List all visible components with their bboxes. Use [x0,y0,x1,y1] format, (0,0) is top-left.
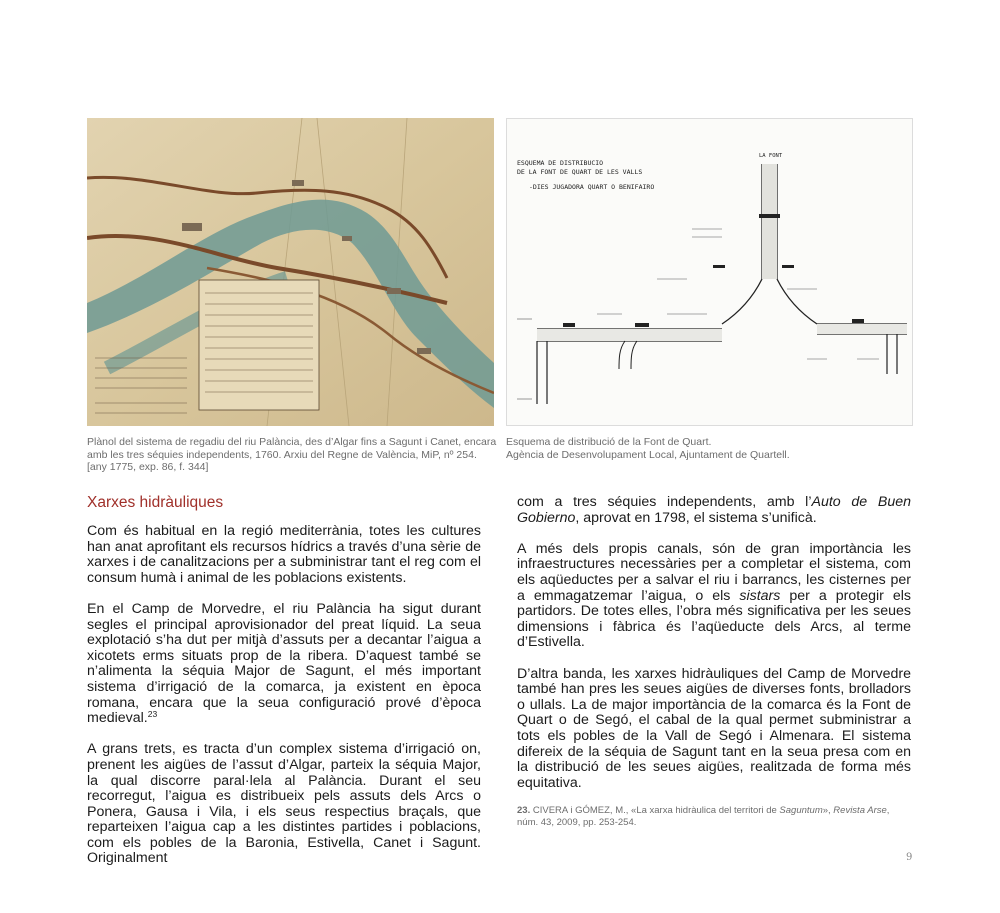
paragraph-4-text-a: com a tres séquies independents, amb l’ [517,494,812,510]
footnote-em-journal: Revista Arse [833,805,887,816]
scheme-title-line-2: DE LA FONT DE QUART DE LES VALLS [517,168,643,176]
map-caption [87,436,499,474]
footnote-text-c: , núm. 43, 2009, pp. 253-254. [517,805,890,828]
distribution-scheme-diagram [506,118,913,426]
footnote-text-a: CIVERA i GÓMEZ, M., «La xarxa hidràulica del territori de [530,805,780,816]
historic-irrigation-map [87,118,494,426]
section-heading: Xarxes hidràuliques [87,494,224,511]
sistars-term: sistars [739,587,781,604]
paragraph-5 [517,542,911,651]
left-text-column [87,494,481,883]
paragraph-5-text-a: A més dels propis canals, són de gran importància les infraestructures necessàries per a completar el sistema, com els aqüeductes per a salvar el riu i barrancs, les cisternes per a emmagatzemar l’aigua, o els [517,540,911,604]
footnote-text-b: », [822,805,834,816]
page-number: 9 [906,852,913,863]
right-text-column [517,495,911,807]
footnote-reference[interactable]: 23 [147,709,158,720]
paragraph-4 [517,495,911,526]
decree-title: Auto de Buen Gobierno [517,494,911,526]
scheme-title-line-1: ESQUEMA DE DISTRIBUCIO [517,159,604,167]
scheme-title-line-3: -DIES JUGADORA QUART O BENIFAIRO [529,183,655,191]
paragraph-6: D’altra banda, les xarxes hidràuliques del Camp de Morvedre també han pres les seues aigües de diverses fonts, brolladors o ullals. La de major importància de la comarca és la Font de Quart o de Segó, el cabal de la qual permet subministrar a tots els pobles de la Vall de Segó i Almenara. El sistema difereix de la séquia de Sagunt tant en la seua presa com en la distribució de les seues aigües, realitzada de forma més equitativa. [517,665,911,791]
paragraph-3: A grans trets, es tracta d’un complex sistema d’irrigació on, prenent les aigües de l’assut d’Algar, parteix la séquia Major, la qual discorre paral·lela al Palància. Durant el seu recorregut, l’aigua es distribueix pels assuts dels Arcs o Ponera, Gausa i Vila, i els seus respectius braçals, que reparteixen l’aigua cap a les distintes partides i poblacions, com els pobles de la Baronia, Estivella, Canet i Sagunt. Originalment [87,741,481,867]
scheme-source-label: LA FONT [759,153,783,159]
scheme-illustration [507,119,912,425]
paragraph-4-text-b: , aprovat en 1798, el sistema s’unificà. [575,509,817,526]
map-illustration [87,118,494,426]
footnote-number: 23. [517,805,531,816]
map-caption-line-2: amb les tres séquies independents, 1760. Arxiu del Regne de València, MiP, nº 254. [87,448,477,461]
map-caption-line-1: Plànol del sistema de regadiu del riu Palància, des d’Algar fins a Sagunt i Canet, encara [87,436,497,448]
paragraph-1: Com és habitual en la regió mediterrània, totes les cultures han anat aprofitant els recursos hídrics a través d’una sèrie de xarxes i de canalitzacions per a subministrar tant el reg com el consum humà i animal de les poblacions existents. [87,523,481,586]
scheme-caption [506,436,906,461]
scheme-caption-line-1: Esquema de distribució de la Font de Quart. [506,436,712,448]
paragraph-2 [87,602,481,727]
map-caption-line-3: [any 1775, exp. 86, f. 344] [87,461,209,473]
scheme-caption-line-2: Agència de Desenvolupament Local, Ajuntament de Quartell. [506,448,790,461]
paragraph-2-text: En el Camp de Morvedre, el riu Palància ha sigut durant segles el principal aprovisionador del preat líquid. La seua explotació s’ha dut per mitjà d’assuts per a decantar l’aigua a xicotets erms situats prop de la ribera. D’aquest també se n’alimenta la séquia Major de Sagunt, el més important sistema d’irrigació de la comarca, ja existent en època romana, encara que la seua configuració prové d’època medieval. [87,600,481,727]
footnote [517,805,911,828]
footnote-em-saguntum: Saguntum [779,805,823,816]
paragraph-5-text-b: per a protegir els partidors. De totes elles, l’obra més significativa per les seues dimensions i fàbrica és l’aqüeducte dels Arcs, al terme d’Estivella. [517,587,911,651]
